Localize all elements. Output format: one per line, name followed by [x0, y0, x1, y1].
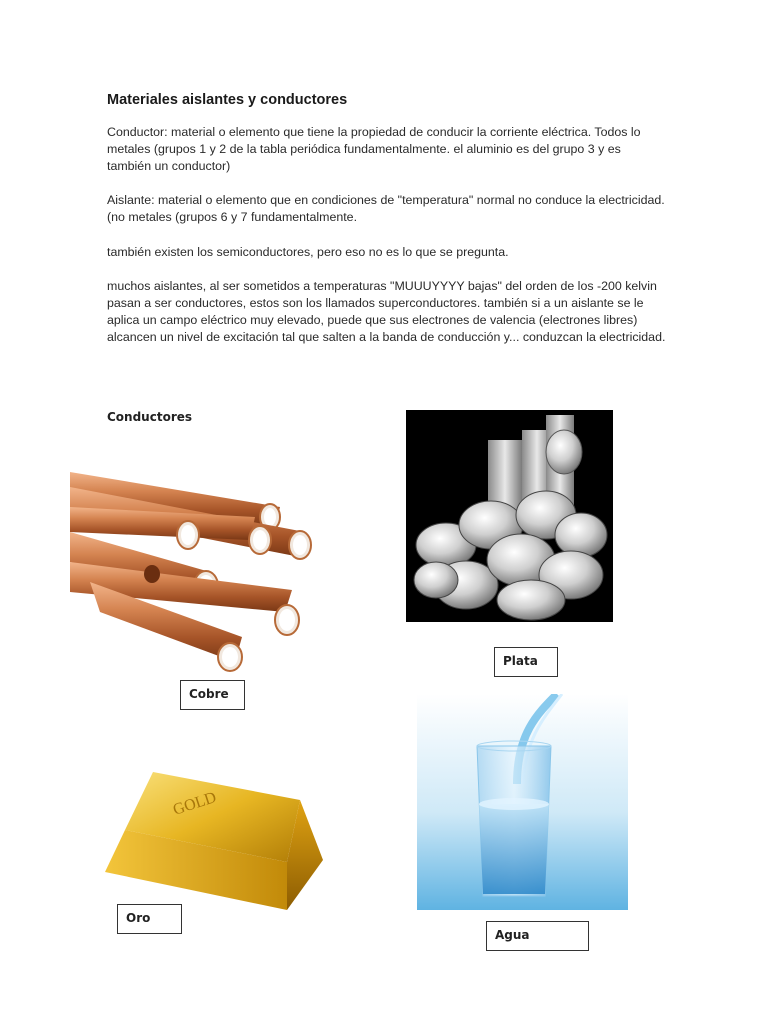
caption-cobre: Cobre — [180, 680, 245, 710]
document-title: Materiales aislantes y conductores — [107, 92, 348, 108]
section-label-conductores: Conductores — [107, 410, 193, 424]
copper-pipes-image — [70, 462, 320, 672]
caption-agua: Agua — [486, 921, 589, 951]
paragraph-semiconductores: también existen los semiconductores, pero eso no es lo que se pregunta. — [107, 245, 509, 259]
paragraph-conductor: Conductor: material o elemento que tiene la propiedad de conducir la corriente eléctrica. Todos lo metales (grupos 1 y 2 de la tabla periódica fundamentalmente. el aluminio es del grupo 3 y es también un conductor) — [107, 125, 641, 173]
gold-bar-image — [105, 770, 325, 915]
caption-plata: Plata — [494, 647, 558, 677]
caption-oro: Oro — [117, 904, 182, 934]
paragraph-superconductores: muchos aislantes, al ser sometidos a temperaturas "MUUUYYYY bajas" del orden de los -200 kelvin pasan a ser conductores, estos son los llamados superconductores. también si a un aislante se le aplica un campo eléctrico muy elevado, puede que sus electrones de valencia (electrones libres) alcancen un nivel de excitación tal que salten a la banda de conducción y... conduzcan la electricidad. — [107, 279, 666, 344]
water-glass-image — [417, 694, 628, 910]
silver-coins-image — [406, 410, 613, 622]
gold-bar-engraving: GOLD — [170, 788, 219, 819]
paragraph-aislante: Aislante: material o elemento que en condiciones de "temperatura" normal no conduce la electricidad. (no metales (grupos 6 y 7 fundamentalmente. — [107, 193, 665, 224]
